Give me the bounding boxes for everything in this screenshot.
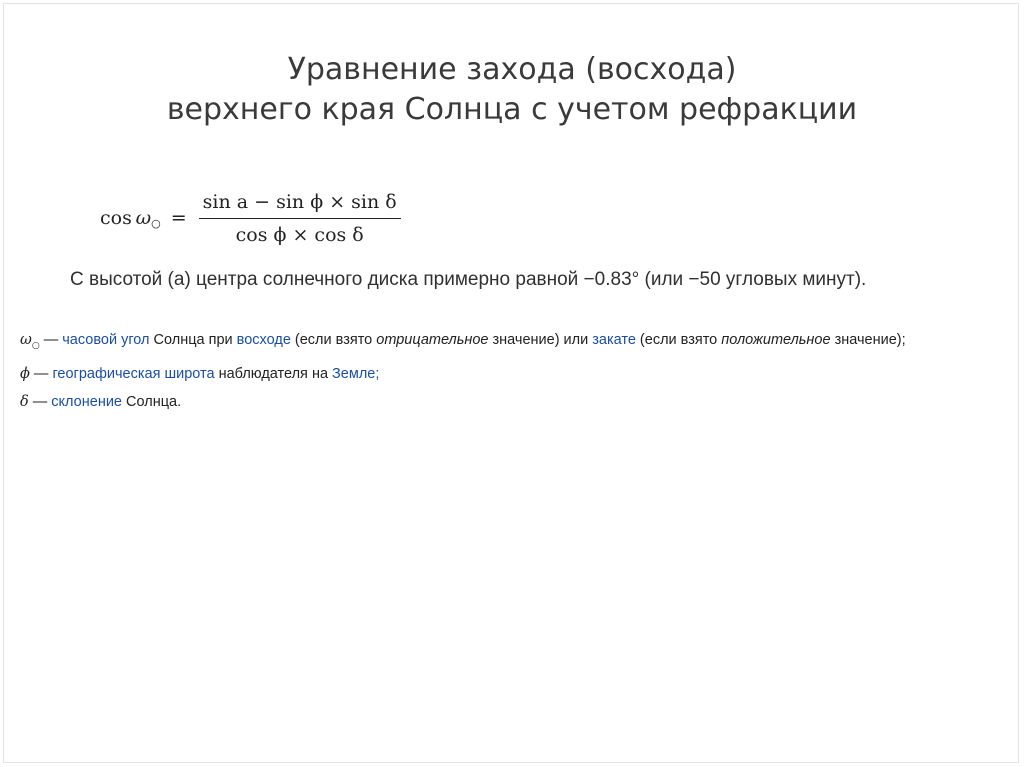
definition-omega: $\omega_○$ — часовой угол Солнца при восходе (если взято отрицательное значение) или закате (если взято положительное значение); <box>20 332 906 351</box>
omega-symbol: $\omega_○$ <box>20 332 40 351</box>
definition-delta: δ — склонение Солнца. <box>20 393 182 410</box>
lhs-variable: ω <box>135 206 152 229</box>
negative-italic: отрицательное <box>376 332 489 348</box>
hour-angle-link[interactable]: часовой угол <box>62 332 150 348</box>
declination-link[interactable]: склонение <box>51 393 122 410</box>
title-line-2: верхнего края Солнца с учетом рефракции <box>166 92 858 127</box>
lhs-function: cos <box>100 206 132 229</box>
equation-fraction <box>199 191 401 246</box>
lhs-subscript: ○ <box>151 216 161 230</box>
definitions-list <box>20 326 906 416</box>
positive-italic: положительное <box>721 332 831 348</box>
sunset-equation <box>100 186 401 250</box>
delta-symbol: δ <box>20 393 29 410</box>
definition-phi: ϕ — географическая широта наблюдателя на Земле; <box>20 365 380 382</box>
altitude-note: С высотой (a) центра солнечного диска примерно равной −0.83° (или −50 угловых минут). <box>70 269 867 290</box>
slide-title <box>0 50 1024 130</box>
sunrise-link[interactable]: восходе <box>236 332 291 348</box>
latitude-link[interactable]: географическая широта <box>52 365 215 382</box>
title-line-1: Уравнение захода (восхода) <box>287 52 737 87</box>
equation-lhs <box>100 207 161 230</box>
equals-sign: = <box>170 207 187 229</box>
fraction-numerator: sin a − sin ϕ × sin δ <box>199 191 401 219</box>
sunset-link[interactable]: закате <box>592 332 636 348</box>
phi-symbol: ϕ <box>20 365 30 382</box>
earth-link[interactable]: Земле; <box>332 365 380 382</box>
fraction-denominator: cos ϕ × cos δ <box>235 223 364 246</box>
